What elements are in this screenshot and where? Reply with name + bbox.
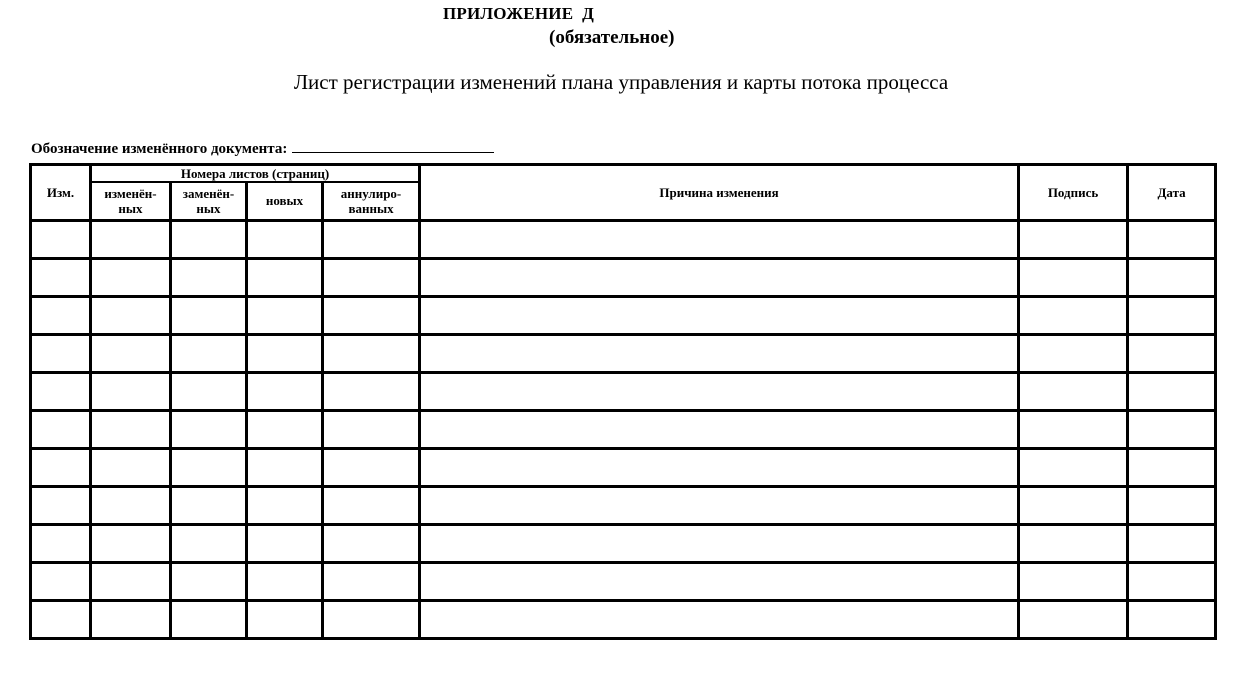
changed-pages-cell	[91, 600, 171, 638]
new-pages-cell	[247, 562, 323, 600]
header-changed-pages-line-1: изменён-	[104, 185, 157, 201]
change-reason-cell	[420, 562, 1019, 600]
table-row	[31, 296, 1216, 334]
signature-cell	[1019, 220, 1128, 258]
new-pages-cell	[247, 334, 323, 372]
cancelled-pages-cell	[323, 410, 420, 448]
replaced-pages-cell	[171, 486, 247, 524]
new-pages-cell	[247, 372, 323, 410]
date-cell	[1128, 372, 1216, 410]
table-row	[31, 258, 1216, 296]
header-new-pages: новых	[247, 182, 323, 220]
new-pages-cell	[247, 296, 323, 334]
signature-cell	[1019, 334, 1128, 372]
table-row	[31, 562, 1216, 600]
header-page-numbers-group: Номера листов (страниц)	[91, 165, 420, 183]
replaced-pages-cell	[171, 562, 247, 600]
change-number-cell	[31, 296, 91, 334]
replaced-pages-cell	[171, 524, 247, 562]
changed-pages-cell	[91, 486, 171, 524]
header-change-reason: Причина изменения	[420, 165, 1019, 221]
date-cell	[1128, 562, 1216, 600]
replaced-pages-cell	[171, 372, 247, 410]
header-replaced-pages-line-1: заменён-	[182, 185, 235, 201]
cancelled-pages-cell	[323, 334, 420, 372]
cancelled-pages-cell	[323, 220, 420, 258]
change-number-cell	[31, 486, 91, 524]
table-row	[31, 600, 1216, 638]
changed-pages-cell	[91, 220, 171, 258]
changed-pages-cell	[91, 562, 171, 600]
change-reason-cell	[420, 296, 1019, 334]
change-reason-cell	[420, 372, 1019, 410]
document-reference	[31, 138, 494, 158]
cancelled-pages-cell	[323, 486, 420, 524]
new-pages-cell	[247, 524, 323, 562]
header-cancelled-pages-line-2: ванных	[348, 200, 394, 216]
date-cell	[1128, 296, 1216, 334]
change-reason-cell	[420, 600, 1019, 638]
header-date: Дата	[1128, 165, 1216, 221]
signature-cell	[1019, 296, 1128, 334]
header-cancelled-pages	[323, 182, 420, 220]
header-replaced-pages-line-2: ных	[196, 200, 221, 216]
change-reason-cell	[420, 486, 1019, 524]
change-number-cell	[31, 334, 91, 372]
cancelled-pages-cell	[323, 524, 420, 562]
change-number-cell	[31, 562, 91, 600]
new-pages-cell	[247, 220, 323, 258]
change-reason-cell	[420, 334, 1019, 372]
changed-pages-cell	[91, 524, 171, 562]
sheet-title: Лист регистрации изменений плана управления и карты потока процесса	[293, 70, 949, 94]
table-row	[31, 410, 1216, 448]
header-changed-pages	[91, 182, 171, 220]
change-reason-cell	[420, 410, 1019, 448]
replaced-pages-cell	[171, 220, 247, 258]
table-row	[31, 372, 1216, 410]
changed-pages-cell	[91, 296, 171, 334]
table-row	[31, 486, 1216, 524]
signature-cell	[1019, 258, 1128, 296]
table-row	[31, 334, 1216, 372]
table-row	[31, 524, 1216, 562]
register-body	[31, 220, 1216, 638]
signature-cell	[1019, 524, 1128, 562]
signature-cell	[1019, 600, 1128, 638]
change-reason-cell	[420, 220, 1019, 258]
new-pages-cell	[247, 600, 323, 638]
document-reference-label: Обозначение изменённого документа:	[31, 141, 288, 157]
appendix-status: (обязательное)	[549, 27, 675, 48]
change-number-cell	[31, 258, 91, 296]
cancelled-pages-cell	[323, 296, 420, 334]
header-cancelled-pages-line-1: аннулиро-	[340, 185, 402, 201]
change-reason-cell	[420, 258, 1019, 296]
change-number-cell	[31, 600, 91, 638]
change-reason-cell	[420, 524, 1019, 562]
changed-pages-cell	[91, 258, 171, 296]
new-pages-cell	[247, 258, 323, 296]
changed-pages-cell	[91, 372, 171, 410]
date-cell	[1128, 524, 1216, 562]
change-reason-cell	[420, 448, 1019, 486]
change-number-cell	[31, 372, 91, 410]
signature-cell	[1019, 562, 1128, 600]
header-replaced-pages	[171, 182, 247, 220]
change-number-cell	[31, 410, 91, 448]
header-signature: Подпись	[1019, 165, 1128, 221]
replaced-pages-cell	[171, 296, 247, 334]
header-changed-pages-line-2: ных	[118, 200, 143, 216]
changed-pages-cell	[91, 448, 171, 486]
table-row	[31, 448, 1216, 486]
replaced-pages-cell	[171, 334, 247, 372]
replaced-pages-cell	[171, 448, 247, 486]
header-change-number: Изм.	[31, 165, 91, 221]
document-reference-blank-line	[292, 138, 494, 153]
appendix-title: ПРИЛОЖЕНИЕ Д	[443, 4, 595, 23]
cancelled-pages-cell	[323, 372, 420, 410]
date-cell	[1128, 220, 1216, 258]
change-number-cell	[31, 524, 91, 562]
new-pages-cell	[247, 410, 323, 448]
date-cell	[1128, 334, 1216, 372]
new-pages-cell	[247, 486, 323, 524]
replaced-pages-cell	[171, 258, 247, 296]
cancelled-pages-cell	[323, 258, 420, 296]
replaced-pages-cell	[171, 410, 247, 448]
date-cell	[1128, 410, 1216, 448]
changed-pages-cell	[91, 334, 171, 372]
date-cell	[1128, 486, 1216, 524]
cancelled-pages-cell	[323, 562, 420, 600]
signature-cell	[1019, 486, 1128, 524]
date-cell	[1128, 258, 1216, 296]
change-number-cell	[31, 448, 91, 486]
cancelled-pages-cell	[323, 448, 420, 486]
signature-cell	[1019, 372, 1128, 410]
change-register-table	[29, 163, 1217, 640]
change-number-cell	[31, 220, 91, 258]
cancelled-pages-cell	[323, 600, 420, 638]
replaced-pages-cell	[171, 600, 247, 638]
new-pages-cell	[247, 448, 323, 486]
changed-pages-cell	[91, 410, 171, 448]
signature-cell	[1019, 410, 1128, 448]
table-row	[31, 220, 1216, 258]
date-cell	[1128, 600, 1216, 638]
signature-cell	[1019, 448, 1128, 486]
date-cell	[1128, 448, 1216, 486]
